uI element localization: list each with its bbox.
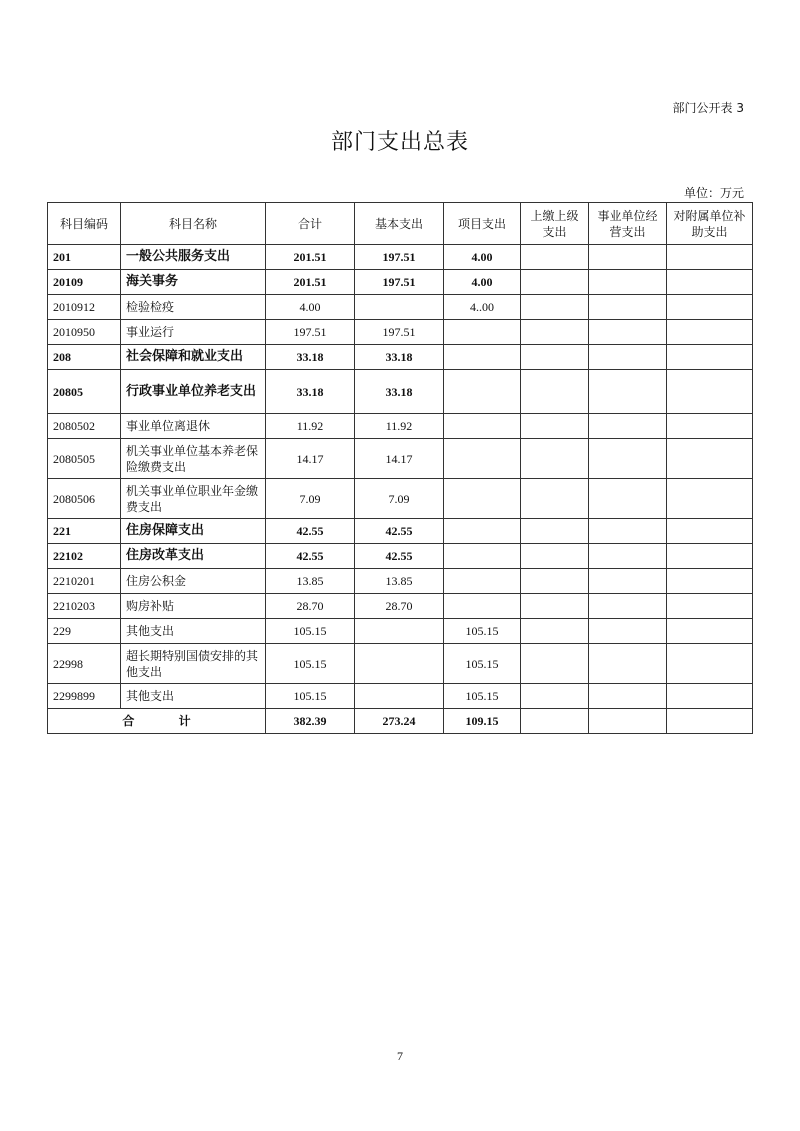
code-cell: 20109 <box>48 270 121 295</box>
total-cell: 197.51 <box>266 320 355 345</box>
name-cell: 超长期特别国债安排的其他支出 <box>121 644 266 684</box>
operating-cell <box>589 270 667 295</box>
name-cell: 购房补贴 <box>121 594 266 619</box>
total-cell: 13.85 <box>266 569 355 594</box>
project-cell: 4.00 <box>444 245 521 270</box>
upper-payment-cell <box>521 414 589 439</box>
name-cell: 海关事务 <box>121 270 266 295</box>
code-cell: 2080505 <box>48 439 121 479</box>
project-cell <box>444 320 521 345</box>
column-header: 科目名称 <box>121 203 266 245</box>
total-cell: 28.70 <box>266 594 355 619</box>
project-cell: 105.15 <box>444 644 521 684</box>
operating-cell <box>589 320 667 345</box>
basic-cell: 33.18 <box>355 370 444 414</box>
basic-cell: 7.09 <box>355 479 444 519</box>
total-cell: 4.00 <box>266 295 355 320</box>
upper-payment-cell <box>521 684 589 709</box>
total-basic-cell: 273.24 <box>355 709 444 734</box>
table-label: 部门公开表 3 <box>672 101 744 115</box>
code-cell: 2210201 <box>48 569 121 594</box>
table-body <box>48 245 753 734</box>
total-cell: 105.15 <box>266 684 355 709</box>
subsidy-cell <box>667 414 753 439</box>
operating-cell <box>589 544 667 569</box>
table-row <box>48 370 753 414</box>
table-row <box>48 644 753 684</box>
code-cell: 20805 <box>48 370 121 414</box>
operating-cell <box>589 295 667 320</box>
table-row <box>48 594 753 619</box>
table-row <box>48 270 753 295</box>
subsidy-cell <box>667 709 753 734</box>
column-header: 项目支出 <box>444 203 521 245</box>
name-cell: 住房公积金 <box>121 569 266 594</box>
code-cell: 2010912 <box>48 295 121 320</box>
operating-cell <box>589 370 667 414</box>
subsidy-cell <box>667 345 753 370</box>
project-cell <box>444 370 521 414</box>
total-cell: 42.55 <box>266 544 355 569</box>
operating-cell <box>589 414 667 439</box>
total-project-cell: 109.15 <box>444 709 521 734</box>
code-cell: 22998 <box>48 644 121 684</box>
total-row <box>48 709 753 734</box>
basic-cell: 11.92 <box>355 414 444 439</box>
project-cell <box>444 519 521 544</box>
operating-cell <box>589 519 667 544</box>
subsidy-cell <box>667 245 753 270</box>
table-row <box>48 479 753 519</box>
upper-payment-cell <box>521 295 589 320</box>
subsidy-cell <box>667 619 753 644</box>
project-cell: 4.00 <box>444 270 521 295</box>
basic-cell: 42.55 <box>355 519 444 544</box>
upper-payment-cell <box>521 270 589 295</box>
name-cell: 住房改革支出 <box>121 544 266 569</box>
operating-cell <box>589 245 667 270</box>
column-header: 基本支出 <box>355 203 444 245</box>
operating-cell <box>589 594 667 619</box>
name-cell: 住房保障支出 <box>121 519 266 544</box>
total-cell: 201.51 <box>266 270 355 295</box>
total-cell: 201.51 <box>266 245 355 270</box>
table-row <box>48 684 753 709</box>
project-cell <box>444 569 521 594</box>
name-cell: 机关事业单位职业年金缴费支出 <box>121 479 266 519</box>
upper-payment-cell <box>521 245 589 270</box>
name-cell: 机关事业单位基本养老保险缴费支出 <box>121 439 266 479</box>
basic-cell <box>355 619 444 644</box>
upper-payment-cell <box>521 439 589 479</box>
upper-payment-cell <box>521 519 589 544</box>
page-number: 7 <box>397 1049 403 1063</box>
project-cell <box>444 345 521 370</box>
subsidy-cell <box>667 684 753 709</box>
column-header: 事业单位经营支出 <box>589 203 667 245</box>
subsidy-cell <box>667 439 753 479</box>
subsidy-cell <box>667 370 753 414</box>
operating-cell <box>589 684 667 709</box>
table-row <box>48 320 753 345</box>
subsidy-cell <box>667 479 753 519</box>
code-cell: 208 <box>48 345 121 370</box>
subsidy-cell <box>667 320 753 345</box>
upper-payment-cell <box>521 345 589 370</box>
total-cell: 14.17 <box>266 439 355 479</box>
code-cell: 229 <box>48 619 121 644</box>
name-cell: 其他支出 <box>121 684 266 709</box>
operating-cell <box>589 479 667 519</box>
project-cell: 105.15 <box>444 684 521 709</box>
total-cell: 105.15 <box>266 619 355 644</box>
subsidy-cell <box>667 594 753 619</box>
total-cell: 42.55 <box>266 519 355 544</box>
basic-cell <box>355 644 444 684</box>
total-total-cell: 382.39 <box>266 709 355 734</box>
column-header: 上缴上级支出 <box>521 203 589 245</box>
name-cell: 社会保障和就业支出 <box>121 345 266 370</box>
name-cell: 行政事业单位养老支出 <box>121 370 266 414</box>
column-header: 合计 <box>266 203 355 245</box>
table-row <box>48 245 753 270</box>
project-cell: 105.15 <box>444 619 521 644</box>
project-cell: 4..00 <box>444 295 521 320</box>
basic-cell: 33.18 <box>355 345 444 370</box>
basic-cell <box>355 295 444 320</box>
table-row <box>48 519 753 544</box>
subsidy-cell <box>667 569 753 594</box>
basic-cell: 197.51 <box>355 270 444 295</box>
column-header: 科目编码 <box>48 203 121 245</box>
upper-payment-cell <box>521 320 589 345</box>
table-row <box>48 295 753 320</box>
page-title: 部门支出总表 <box>330 130 469 155</box>
table-row <box>48 619 753 644</box>
expenditure-table <box>47 202 753 734</box>
upper-payment-cell <box>521 370 589 414</box>
subsidy-cell <box>667 544 753 569</box>
table-row <box>48 544 753 569</box>
subsidy-cell <box>667 270 753 295</box>
upper-payment-cell <box>521 644 589 684</box>
basic-cell: 14.17 <box>355 439 444 479</box>
project-cell <box>444 594 521 619</box>
project-cell <box>444 479 521 519</box>
basic-cell: 197.51 <box>355 320 444 345</box>
code-cell: 2080506 <box>48 479 121 519</box>
table-row <box>48 414 753 439</box>
name-cell: 检验检疫 <box>121 295 266 320</box>
table-header-row <box>48 203 753 245</box>
upper-payment-cell <box>521 544 589 569</box>
operating-cell <box>589 709 667 734</box>
name-cell: 事业运行 <box>121 320 266 345</box>
subsidy-cell <box>667 644 753 684</box>
basic-cell <box>355 684 444 709</box>
upper-payment-cell <box>521 479 589 519</box>
project-cell <box>444 439 521 479</box>
project-cell <box>444 414 521 439</box>
project-cell <box>444 544 521 569</box>
upper-payment-cell <box>521 594 589 619</box>
column-header: 对附属单位补助支出 <box>667 203 753 245</box>
code-cell: 2080502 <box>48 414 121 439</box>
code-cell: 2010950 <box>48 320 121 345</box>
total-cell: 33.18 <box>266 345 355 370</box>
total-cell: 105.15 <box>266 644 355 684</box>
total-cell: 11.92 <box>266 414 355 439</box>
total-cell: 33.18 <box>266 370 355 414</box>
operating-cell <box>589 619 667 644</box>
total-cell: 7.09 <box>266 479 355 519</box>
basic-cell: 13.85 <box>355 569 444 594</box>
subsidy-cell <box>667 295 753 320</box>
basic-cell: 28.70 <box>355 594 444 619</box>
table-row <box>48 345 753 370</box>
basic-cell: 197.51 <box>355 245 444 270</box>
upper-payment-cell <box>521 619 589 644</box>
code-cell: 201 <box>48 245 121 270</box>
code-cell: 2299899 <box>48 684 121 709</box>
basic-cell: 42.55 <box>355 544 444 569</box>
code-cell: 2210203 <box>48 594 121 619</box>
table-row <box>48 439 753 479</box>
table-row <box>48 569 753 594</box>
code-cell: 221 <box>48 519 121 544</box>
operating-cell <box>589 644 667 684</box>
code-cell: 22102 <box>48 544 121 569</box>
operating-cell <box>589 345 667 370</box>
operating-cell <box>589 439 667 479</box>
unit-label: 单位：万元 <box>683 186 744 200</box>
name-cell: 其他支出 <box>121 619 266 644</box>
subsidy-cell <box>667 519 753 544</box>
total-label: 合 计 <box>48 709 266 734</box>
name-cell: 一般公共服务支出 <box>121 245 266 270</box>
name-cell: 事业单位离退休 <box>121 414 266 439</box>
upper-payment-cell <box>521 569 589 594</box>
operating-cell <box>589 569 667 594</box>
upper-payment-cell <box>521 709 589 734</box>
